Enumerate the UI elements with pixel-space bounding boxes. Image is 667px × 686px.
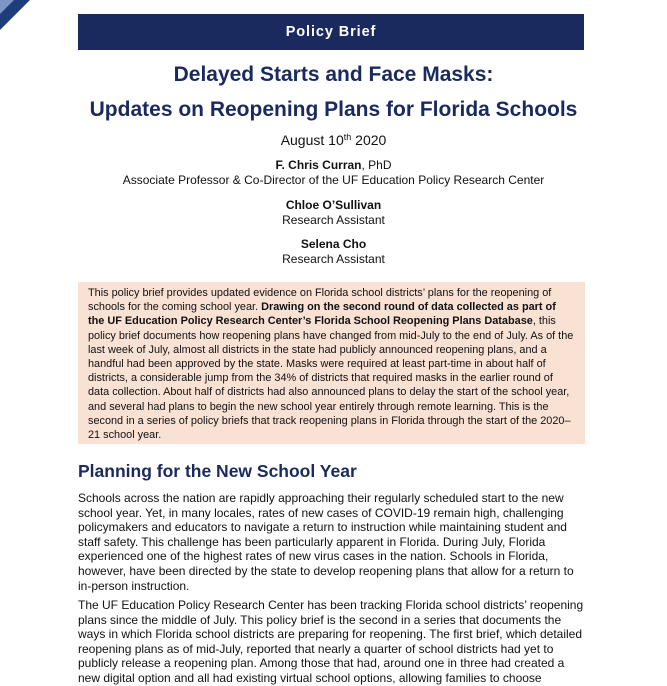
author-name: Chloe O’Sullivan [285,198,382,212]
publication-date [0,131,667,149]
author-3 [0,237,667,267]
author-name: F. Chris Curran [275,158,362,172]
date-text: August 10 [280,132,344,148]
summary-bold: Drawing on the second round of data collected as part of the UF Education Policy Research Center’s Florida School Reopening Plans Database [88,301,556,328]
paragraph-1: Schools across the nation are rapidly approaching their regularly scheduled start to the new school year. Yet, in many locales, rates of new cases of COVID-19 remain high, challenging policymakers and educators to navigate a return to instruction while maintaining student and staff safety. This challenge has been particularly apparent in Florida. During July, Florida experienced one of the highest rates of new virus cases in the nation. Schools in Florida, however, have been directed by the state to develop reopening plans that allow for a return to in-person instruction. [78,491,574,593]
author-role: Research Assistant [282,213,385,227]
author-1 [0,158,667,188]
author-suffix: , PhD [361,158,392,172]
policy-brief-banner: Policy Brief [78,14,584,50]
summary-box [78,282,585,444]
title-line-2: Updates on Reopening Plans for Florida Schools [89,98,578,121]
corner-decoration-accent [0,0,14,14]
date-year: 2020 [351,132,387,148]
author-name: Selena Cho [300,237,367,251]
author-role: Associate Professor & Co-Director of the UF Education Policy Research Center [122,173,545,187]
title-line-1: Delayed Starts and Face Masks: [173,63,494,86]
summary-rest: , this policy brief documents how reopening plans have changed from mid-July to the end of July. As of the last week of July, almost all districts in the state had publicly announced reopening plans, and a handful had been approved by the state. Masks were required at least part-time in about half of districts, a considerable jump from the 34% of districts that required masks in the earlier round of data collection. About half of districts had also announced plans to delay the start of the school year, and several had plans to begin the new school year entirely through remote learning. This is the second in a series of policy briefs that track reopening plans in Florida through the start of the 2020–21 school year. [88,315,574,442]
date-suffix: th [343,132,352,142]
summary-lead: This policy brief provides updated evidence on Florida school districts’ plans for the reopening of schools for the coming school year. [88,287,552,314]
author-role: Research Assistant [282,252,385,266]
paragraph-2: The UF Education Policy Research Center has been tracking Florida school districts’ reopening plans since the middle of July. This policy brief is the second in a series that documents the ways in which Florida school districts are preparing for reopening. The first brief, which detailed reopening plans as of mid-July, reported that nearly a quarter of school districts had yet to publicly release a reopening plan. Among those that had, around one in three had created a new digital option and all had existing virtual school options, allowing families to choose [78,598,584,685]
author-2 [0,198,667,228]
section-heading: Planning for the New School Year [78,461,357,481]
